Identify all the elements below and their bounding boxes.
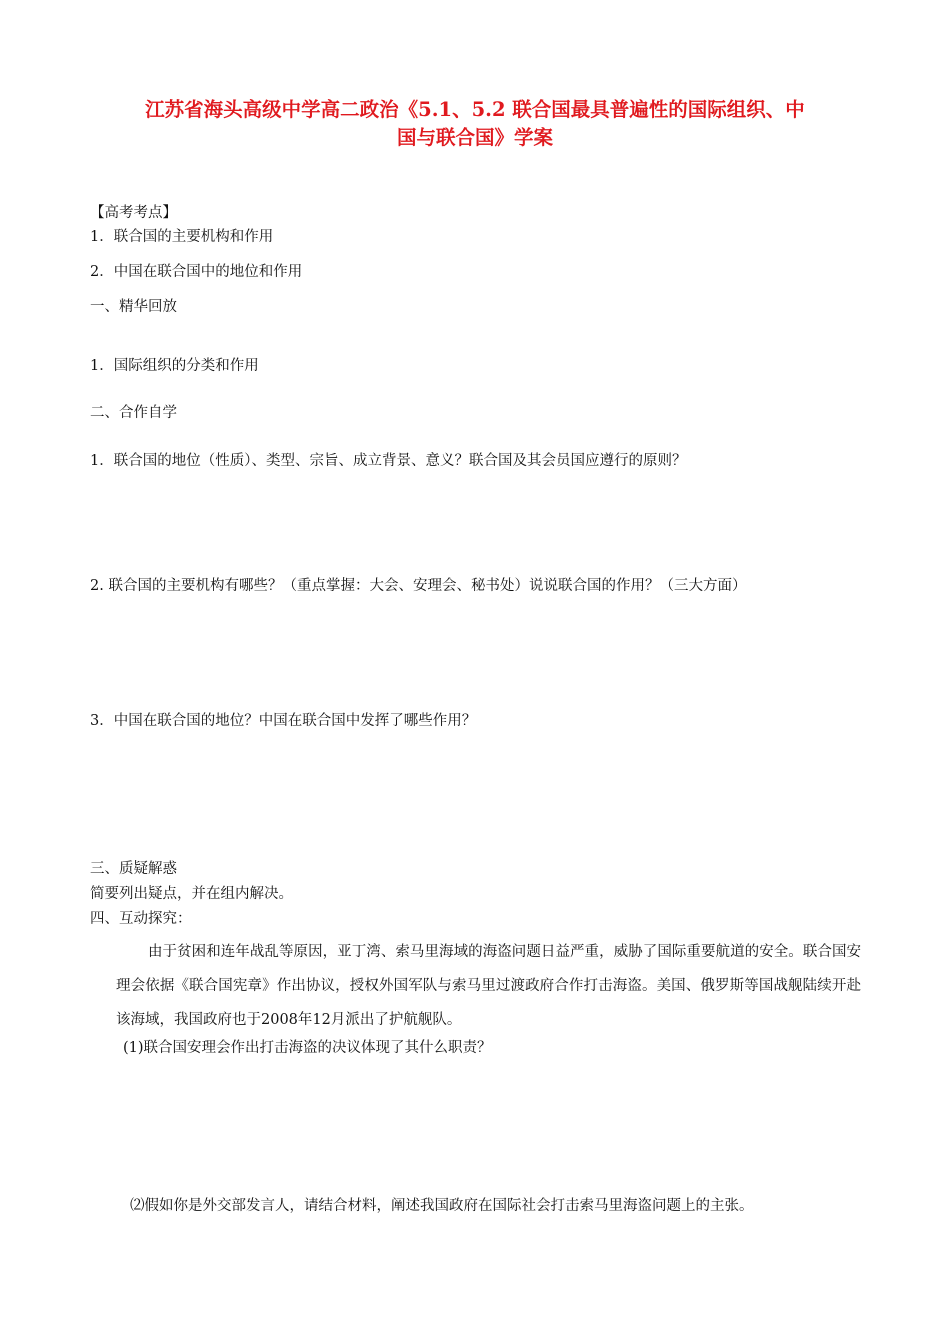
section-2-question-1: 1．联合国的地位（性质）、类型、宗旨、成立背景、意义？联合国及其会员国应遵行的原则？ (90, 453, 687, 469)
exam-point-1: 1．联合国的主要机构和作用 (90, 229, 274, 245)
section-4-heading: 四、互动探究： (90, 911, 192, 927)
section-2-question-3: 3．中国在联合国的地位？中国在联合国中发挥了哪些作用？ (90, 713, 477, 729)
section-2-question-2: 2. 联合国的主要机构有哪些？（重点掌握：大会、安理会、秘书处）说说联合国的作用？（三大方面） (90, 578, 747, 594)
exam-points-heading: 【高考考点】 (90, 205, 177, 221)
section-1-item-1: 1．国际组织的分类和作用 (90, 358, 259, 374)
document-title-line1: 江苏省海头高级中学高二政治《5.1、5.2 联合国最具普遍性的国际组织、中 (145, 98, 805, 121)
section-2-heading: 二、合作自学 (90, 405, 177, 421)
section-4-question-2: ⑵假如你是外交部发言人，请结合材料，阐述我国政府在国际社会打击索马里海盗问题上的主张。 (130, 1198, 754, 1214)
section-3-text: 简要列出疑点，并在组内解决。 (90, 886, 293, 902)
document-title-line2: 国与联合国》学案 (396, 126, 553, 149)
section-4-question-1: (1)联合国安理会作出打击海盗的决议体现了其什么职责？ (123, 1040, 492, 1056)
section-3-heading: 三、质疑解惑 (90, 861, 177, 877)
section-4-material: 由于贫困和连年战乱等原因，亚丁湾、索马里海域的海盗问题日益严重，威胁了国际重要航道的安全。联合国安理会依据《联合国宪章》作出协议，授权外国军队与索马里过渡政府合作打击海盗。美国、俄罗斯等国战舰陆续开赴该海域，我国政府也于2008年12月派出了护航舰队。 (116, 944, 861, 1028)
exam-point-2: 2．中国在联合国中的地位和作用 (90, 264, 303, 280)
section-1-heading: 一、精华回放 (90, 299, 177, 315)
